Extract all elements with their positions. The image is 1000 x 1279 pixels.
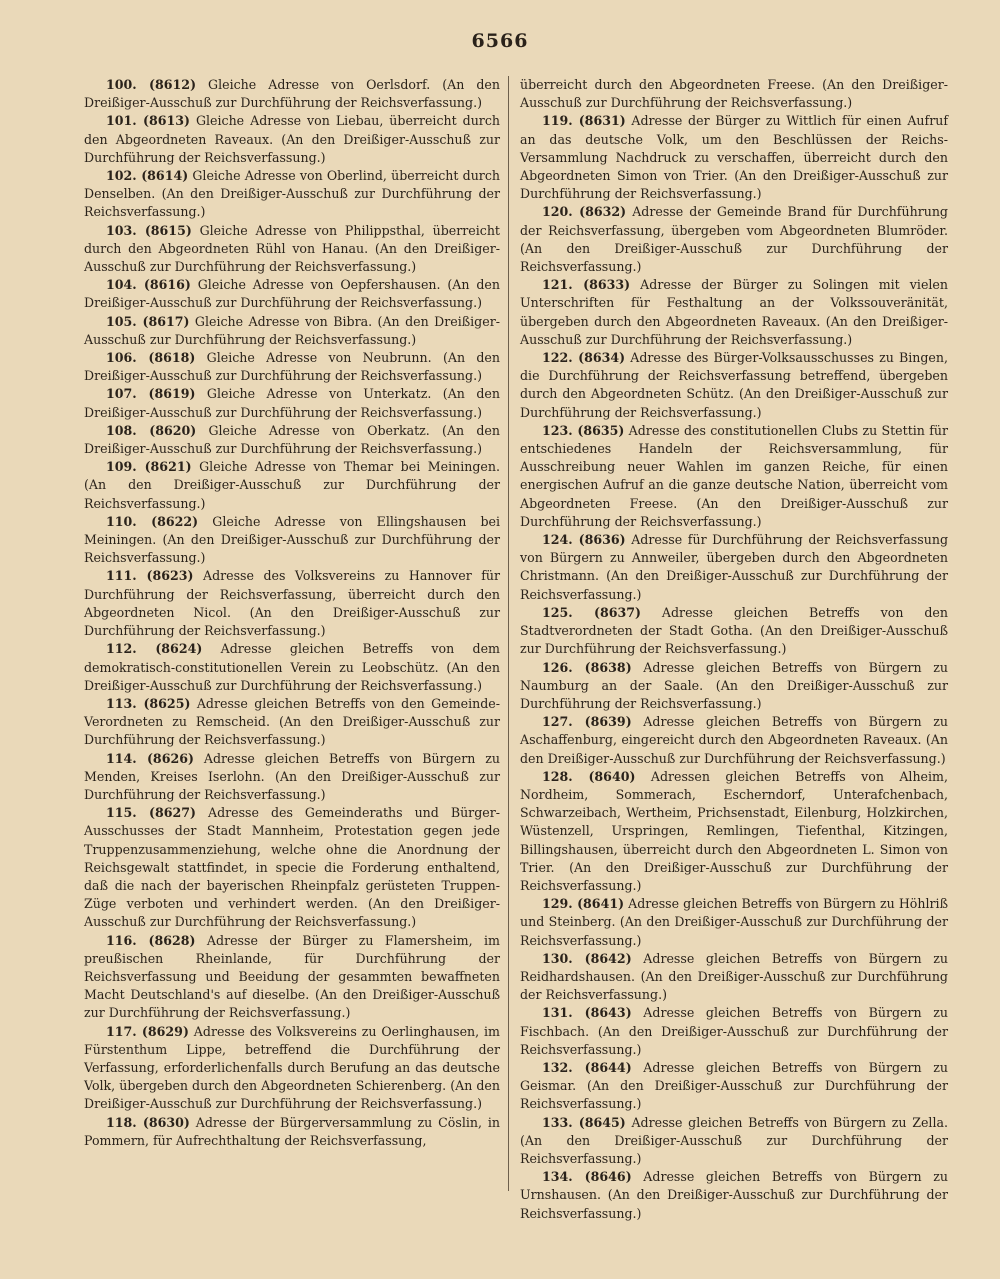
entry-text: Adresse der Gemeinde Brand für Durchführung der Reichsverfassung, übergeben vom Abgeordneten Blumröder. (An den Dreißiger-Ausschuß zur Durchführung der Reichsverfassung.): [520, 204, 948, 275]
entry-text: Gleiche Adresse von Themar bei Meiningen. (An den Dreißiger-Ausschuß zur Durchführung der Reichsverfassung.): [84, 459, 501, 511]
petition-entry: [520, 349, 948, 422]
entry-number: 115. (8627): [106, 805, 196, 821]
entry-text: Gleiche Adresse von Oberlind, überreicht durch Denselben. (An den Dreißiger-Ausschuß zur Durchführung der Reichsverfassung.): [84, 168, 500, 220]
petition-entry: [520, 531, 948, 604]
petition-entry: [84, 750, 500, 805]
entry-text: Adresse der Bürger zu Wittlich für einen Aufruf an das deutsche Volk, um den Beschlüssen der Reichs-Versammlung Nachdruck zu verschaffen, überreicht durch den Abgeordneten Simon von Trier. (An den Dreißiger-Ausschuß zur Durchführung der Reichsverfassung.): [520, 113, 948, 202]
entry-text: Adresse des Volksvereins zu Hannover für Durchführung der Reichsverfassung, überreicht durch den Abgeordneten Nicol. (An den Dreißiger-Ausschuß zur Durchführung der Reichsverfassung.): [84, 568, 500, 639]
entry-number: 107. (8619): [106, 386, 196, 402]
entry-text: Gleiche Adresse von Neubrunn. (An den Dreißiger-Ausschuß zur Durchführung der Reichsverfassung.): [84, 350, 500, 384]
entry-text: Adresse gleichen Betreffs von Bürgern zu Reidhardshausen. (An den Dreißiger-Ausschuß zur Durchführung der Reichsverfassung.): [520, 950, 948, 1003]
petition-entry: [84, 385, 500, 421]
entry-text: Adresse gleichen Betreffs von dem demokratisch-constitutionellen Verein zu Leobschütz. (An den Dreißiger-Ausschuß zur Durchführung der Reichsverfassung.): [84, 641, 500, 693]
entry-text: Adresse für Durchführung der Reichsverfassung von Bürgern zu Annweiler, übergeben durch den Abgeordneten Christmann. (An den Dreißiger-Ausschuß zur Durchführung der Reichsverfassung.): [520, 532, 948, 602]
petition-entry: [520, 950, 948, 1005]
entry-text: Adresse des Gemeinderaths und Bürger-Ausschusses der Stadt Mannheim, Protestation gegen jede Truppenzusammenziehung, welche ohne die Anordnung der Reichsgewalt stattfindet, in specie die Forderung enthaltend, daß die nach der bayerischen Rheinpfalz gerüsteten Truppen-Züge verboten und verhindert werden. (An den Dreißiger-Ausschuß zur Durchführung der Reichsverfassung.): [84, 805, 500, 930]
entry-number: 119. (8631): [542, 113, 626, 129]
petition-entry: [520, 276, 948, 349]
entry-text: Gleiche Adresse von Oepfershausen. (An den Dreißiger-Ausschuß zur Durchführung der Reichsverfassung.): [84, 277, 500, 311]
entry-text: Adresse gleichen Betreffs von Bürgern zu Urnshausen. (An den Dreißiger-Ausschuß zur Durchführung der Reichsverfassung.): [520, 1169, 948, 1221]
petition-entry: [84, 276, 500, 312]
entry-number: 126. (8638): [542, 659, 632, 675]
entry-number: 124. (8636): [542, 532, 626, 548]
entry-number: 105. (8617): [106, 313, 190, 329]
entry-text: Adresse gleichen Betreffs von Bürgern zu Geismar. (An den Dreißiger-Ausschuß zur Durchführung der Reichsverfassung.): [520, 1059, 948, 1112]
entry-text: Adresse der Bürgerversammlung zu Cöslin, in Pommern, für Aufrechthaltung der Reichsverfassung,: [84, 1114, 500, 1148]
petition-entry: [84, 313, 500, 349]
petition-entry: [84, 804, 500, 931]
petition-entry: [520, 659, 948, 714]
entry-number: 122. (8634): [542, 350, 626, 366]
petition-entry: [84, 932, 500, 1023]
entry-text: Gleiche Adresse von Unterkatz. (An den Dreißiger-Ausschuß zur Durchführung der Reichsverfassung.): [84, 386, 500, 420]
entry-text: Gleiche Adresse von Liebau, überreicht durch den Abgeordneten Raveaux. (An den Dreißiger-Ausschuß zur Durchführung der Reichsverfassung.): [84, 113, 500, 165]
entry-number: 103. (8615): [106, 222, 192, 238]
petition-entry: [84, 76, 500, 112]
entry-text: Adresse gleichen Betreffs von Bürgern zu Naumburg an der Saale. (An den Dreißiger-Ausschuß zur Durchführung der Reichsverfassung.): [520, 659, 948, 711]
entry-number: 121. (8633): [542, 277, 631, 293]
entry-text: Gleiche Adresse von Ellingshausen bei Meiningen. (An den Dreißiger-Ausschuß zur Durchführung der Reichsverfassung.): [84, 513, 500, 566]
petition-entry: [520, 1114, 948, 1169]
left-column: [84, 76, 500, 1150]
entry-text: Adresse gleichen Betreffs von Bürgern zu Aschaffenburg, eingereicht durch den Abgeordneten Raveaux. (An den Dreißiger-Ausschuß zur Durchführung der Reichsverfassung.): [520, 714, 948, 766]
petition-entry: [84, 1114, 500, 1150]
petition-entry: [520, 895, 948, 950]
entry-number: 100. (8612): [106, 77, 197, 92]
entry-text: Adresse des constitutionellen Clubs zu Stettin für entschiedenes Handeln der Reichsversammlung, für Ausschreibung neuer Wahlen im ganzen Reiche, für einen energischen Aufruf an die ganze deutsche Nation, überreicht vom Abgeordneten Freese. (An den Dreißiger-Ausschuß zur Durchführung der Reichsverfassung.): [520, 422, 948, 529]
petition-entry: [520, 604, 948, 659]
entry-number: 114. (8626): [106, 750, 194, 766]
entry-number: 118. (8630): [106, 1114, 190, 1130]
petition-entry: [84, 349, 500, 385]
petition-entry: [84, 567, 500, 640]
entry-number: 112. (8624): [106, 641, 203, 657]
entry-text: Adresse des Bürger-Volksausschusses zu Bingen, die Durchführung der Reichsverfassung betreffend, übergeben durch den Abgeordneten Schütz. (An den Dreißiger-Ausschuß zur Durchführung der Reichsverfassung.): [520, 350, 948, 420]
entry-text: Gleiche Adresse von Bibra. (An den Dreißiger-Ausschuß zur Durchführung der Reichsverfassung.): [84, 313, 500, 347]
column-divider: [508, 76, 509, 1191]
entry-number: 120. (8632): [542, 204, 627, 220]
right-column: [520, 76, 948, 1223]
entry-number: 101. (8613): [106, 113, 190, 129]
entry-text: Adresse gleichen Betreffs von den Stadtverordneten der Stadt Gotha. (An den Dreißiger-Ausschuß zur Durchführung der Reichsverfassung.): [520, 604, 948, 657]
petition-entry: [520, 76, 948, 112]
petition-entry: [520, 1168, 948, 1223]
petition-entry: [520, 112, 948, 203]
entry-number: 104. (8616): [106, 277, 191, 293]
entry-number: 102. (8614): [106, 168, 189, 184]
petition-entry: [520, 713, 948, 768]
entry-text: Adresse der Bürger zu Flamersheim, im preußischen Rheinlande, für Durchführung der Reichsverfassung und Beeidung der gesammten bewaffneten Macht Deutschland's auf dieselbe. (An den Dreißiger-Ausschuß zur Durchführung der Reichsverfassung.): [84, 932, 500, 1021]
entry-number: 113. (8625): [106, 695, 191, 711]
petition-entry: [520, 1059, 948, 1114]
entry-number: 127. (8639): [542, 714, 632, 730]
entry-number: 128. (8640): [542, 768, 636, 784]
entry-number: 106. (8618): [106, 350, 196, 366]
entry-text: Adresse gleichen Betreffs von Bürgern zu Menden, Kreises Iserlohn. (An den Dreißiger-Ausschuß zur Durchführung der Reichsverfassung.): [84, 750, 500, 802]
petition-entry: [84, 167, 500, 222]
entry-text: Adresse gleichen Betreffs von Bürgern zu Zella. (An den Dreißiger-Ausschuß zur Durchführung der Reichsverfassung.): [520, 1114, 948, 1166]
entry-text: Adresse gleichen Betreffs von Bürgern zu Höhlriß und Steinberg. (An den Dreißiger-Ausschuß zur Durchführung der Reichsverfassung.): [520, 896, 948, 948]
entry-number: 109. (8621): [106, 459, 192, 475]
entry-text: Gleiche Adresse von Oberkatz. (An den Dreißiger-Ausschuß zur Durchführung der Reichsverfassung.): [84, 422, 500, 457]
entry-number: 123. (8635): [542, 422, 625, 438]
entry-number: 134. (8646): [542, 1169, 632, 1185]
entry-number: 116. (8628): [106, 932, 196, 948]
page-number: 6566: [471, 30, 529, 52]
entry-number: 110. (8622): [106, 513, 199, 529]
petition-entry: [520, 768, 948, 895]
entry-number: 132. (8644): [542, 1059, 632, 1075]
petition-entry: [84, 640, 500, 695]
petition-entry: [84, 222, 500, 277]
entry-number: 125. (8637): [542, 604, 641, 620]
petition-entry: [84, 112, 500, 167]
entry-text: Adressen gleichen Betreffs von Alheim, Nordheim, Sommerach, Escherndorf, Unterafchenbach, Schwarzeibach, Wertheim, Prichsenstadt, Eilenburg, Holzkirchen, Wüstenzell, Urspringen, Remlingen, Tiefenthal, Kitzingen, Billingshausen, überreicht durch den Abgeordneten L. Simon von Trier. (An den Dreißiger-Ausschuß zur Durchführung der Reichsverfassung.): [520, 768, 948, 893]
petition-entry: [84, 1023, 500, 1114]
petition-entry: [84, 695, 500, 750]
entry-number: 133. (8645): [542, 1114, 626, 1130]
entry-number: 117. (8629): [106, 1023, 189, 1039]
petition-entry: [520, 422, 948, 531]
entry-text: Adresse des Volksvereins zu Oerlinghausen, im Fürstenthum Lippe, betreffend die Durchführung der Verfassung, erforderlichenfalls durch Berufung an das deutsche Volk, übergeben durch den Abgeordneten Schierenberg. (An den Dreißiger-Ausschuß zur Durchführung der Reichsverfassung.): [84, 1023, 500, 1112]
petition-entry: [84, 422, 500, 458]
entry-number: 130. (8642): [542, 950, 632, 966]
entry-text: Adresse gleichen Betreffs von den Gemeinde-Verordneten zu Remscheid. (An den Dreißiger-Ausschuß zur Durchführung der Reichsverfassung.): [84, 695, 500, 748]
entry-number: 129. (8641): [542, 896, 625, 912]
entry-number: 108. (8620): [106, 422, 197, 438]
entry-number: 111. (8623): [106, 568, 194, 584]
entry-text: Adresse gleichen Betreffs von Bürgern zu Fischbach. (An den Dreißiger-Ausschuß zur Durchführung der Reichsverfassung.): [520, 1005, 948, 1057]
petition-entry: [520, 1004, 948, 1059]
petition-entry: [84, 513, 500, 568]
entry-text: Gleiche Adresse von Oerlsdorf. (An den Dreißiger-Ausschuß zur Durchführung der Reichsverfassung.): [84, 77, 500, 111]
entry-text: Gleiche Adresse von Philippsthal, überreicht durch den Abgeordneten Rühl von Hanau. (An den Dreißiger-Ausschuß zur Durchführung der Reichsverfassung.): [84, 222, 500, 275]
entry-number: 131. (8643): [542, 1005, 632, 1021]
petition-entry: [84, 458, 500, 513]
entry-text: überreicht durch den Abgeordneten Freese. (An den Dreißiger-Ausschuß zur Durchführung der Reichsverfassung.): [520, 77, 948, 111]
entry-text: Adresse der Bürger zu Solingen mit vielen Unterschriften für Festhaltung an der Volkssouveränität, übergeben durch den Abgeordneten Raveaux. (An den Dreißiger-Ausschuß zur Durchführung der Reichsverfassung.): [520, 277, 948, 347]
petition-entry: [520, 203, 948, 276]
